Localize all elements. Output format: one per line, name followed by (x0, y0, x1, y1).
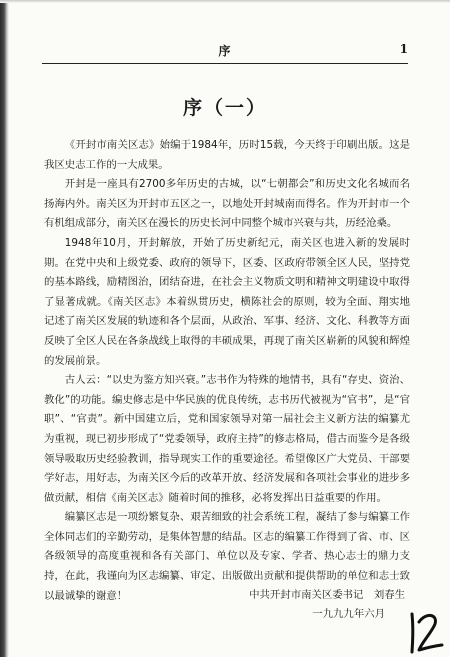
running-header-title: 序 (218, 44, 232, 58)
running-header (42, 42, 408, 60)
scan-shadow-top (0, 0, 450, 3)
page-title: 序（一） (182, 97, 267, 119)
signature-date: 一九九九年六月 (312, 608, 385, 620)
paragraph: 《开封市南关区志》始编于1984年，历时15载，今天终于印刷出版。这是我区史志工作的一大成果。 (44, 139, 410, 171)
signature-author: 中共开封市南关区委书记 刘春生 (249, 589, 405, 601)
handwritten-page-mark (404, 608, 444, 656)
paragraph: 编纂区志是一项纷繁复杂、艰苦细致的社会系统工程，凝结了参与编纂工作全体同志们的辛勤劳动，是集体智慧的结晶。区志的编纂工作得到了省、市、区各级领导的高度重视和各有关部门、单位以及专家、学者、热心志士的鼎力支持，在此，我谨向为区志编纂、审定、出版做出贡献和提供帮助的单位和志士致以最诚挚的谢意！ (44, 511, 410, 602)
header-rule (42, 63, 408, 64)
body-text (44, 136, 410, 606)
signature-block (0, 586, 405, 624)
paragraph: 1948年10月，开封解放，开始了历史新纪元，南关区也进入新的发展时期。在党中央和上级党委、政府的领导下，区委、区政府带领全区人民，坚持党的基本路线，励精图治，团结奋进，在社会主义物质文明和精神文明建设中取得了显著成就。《南关区志》本着纵贯历史，横陈社会的原则，较为全面、翔实地记述了南关区发展的轨迹和各个层面，从政治、军事、经济、文化、科教等方面反映了全区人民在各条战线上取得的丰硕成果，再现了南关区崭新的风貌和辉煌的发展前景。 (44, 236, 410, 367)
paragraph: 开封是一座具有2700多年历史的古城，以“七朝都会”和历史文化名城而名扬海内外。南关区为开封市五区之一，以地处开封城南而得名。作为开封市一个有机组成部分，南关区在漫长的历史长河中同整个城市兴衰与共，历经沧桑。 (44, 178, 410, 230)
paragraph: 古人云：“以史为鉴方知兴衰。”志书作为特殊的地情书，具有“存史、资治、教化”的功能。编史修志是中华民族的优良传统，志书历代被视为“官书”，是“官职”、“官责”。新中国建立后，党和国家领导对第一届社会主义新方法的编纂尤为重视，现已初步形成了“党委领导，政府主持”的修志格局，借古而鉴今是各级领导吸取历史经验教训，指导现实工作的重要途径。希望像区广大党员、干部要学好志，用好志，为南关区今后的改革开放、经济发展和各项社会事业的进步多做贡献，相信《南关区志》随着时间的推移，必将发挥出日益重要的作用。 (44, 374, 410, 504)
page-number: 1 (399, 42, 408, 56)
